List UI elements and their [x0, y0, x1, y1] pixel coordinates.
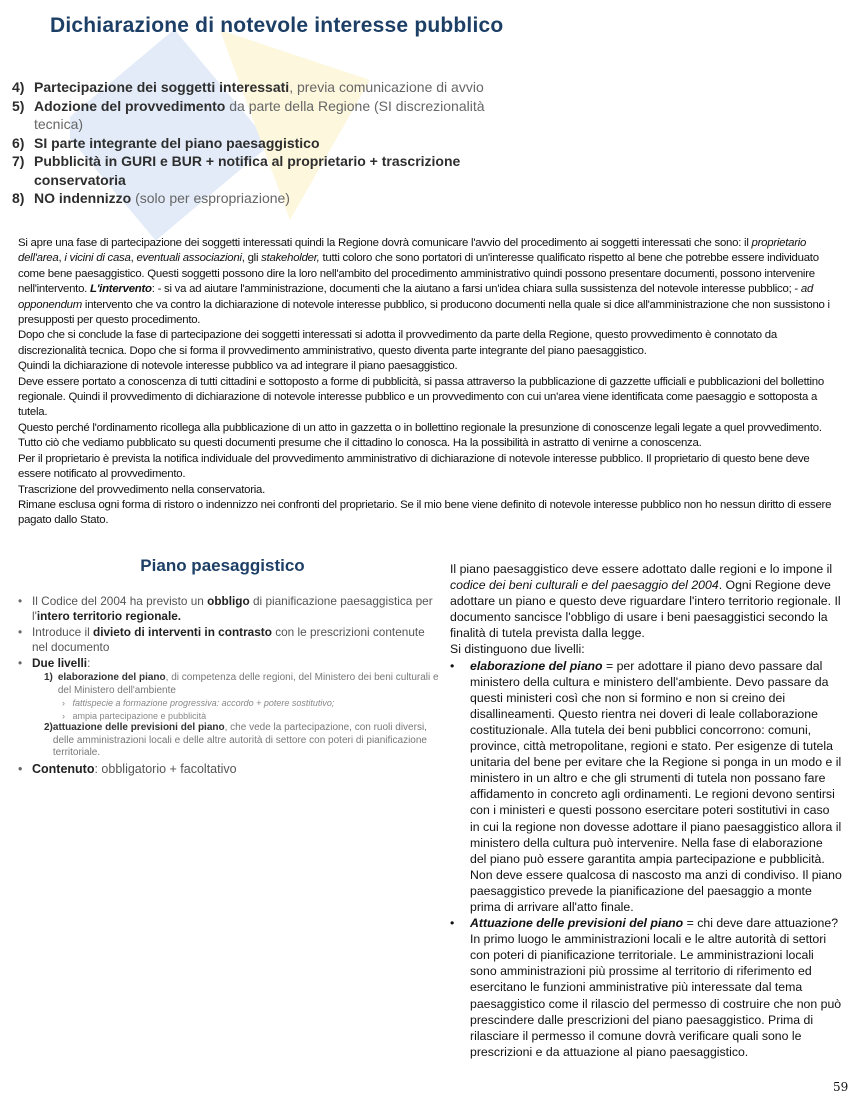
text-segment: Rimane esclusa ogni forma di ristoro o indennizzo nei confronti del proprietario. Se il mio bene viene definito di notevole interesse pubblico non ho nessun diritto di essere pagato dallo Stato. [18, 498, 832, 527]
slide-piano-paesaggistico [0, 552, 450, 787]
item-number: 7) [12, 153, 25, 169]
text: Partecipazione dei soggetti interessati [34, 79, 290, 95]
bullet-item [450, 658, 842, 916]
slide-list [12, 78, 512, 208]
sub-item: › fattispecie a formazione progressiva: accordo + potere sostitutivo; [62, 698, 335, 708]
text: , previa comunicazione di avvio [289, 79, 484, 95]
text-segment: eventuali associazioni [136, 252, 242, 265]
paragraph [18, 328, 840, 359]
text: Il Codice del 2004 ha previsto un [32, 594, 208, 608]
text-segment: , [130, 252, 137, 265]
text: : obbligatorio + facoltativo [94, 761, 237, 776]
text-segment: . Ogni Regione deve adottare un piano e questo deve riguardare l'intero territorio regionale. Il documento sancisce l'obbligo di usare i beni paesaggistici secondo la finalità di tutela prevista dalla legge. [450, 578, 841, 641]
bullet-icon: • [450, 658, 455, 673]
text-segment: stakeholder, [261, 252, 320, 265]
paragraph [18, 359, 840, 374]
item-number: 8) [12, 190, 25, 206]
item-number: 4) [12, 79, 25, 95]
text-segment: elaborazione del piano [470, 658, 603, 673]
text: Pubblicità in GURI e BUR + notifica al proprietario + trascrizione conservatoria [34, 153, 461, 188]
text: obbligo [207, 594, 250, 608]
list-item [12, 134, 512, 153]
text: Due livelli [32, 656, 88, 670]
text: intero territorio regionale. [36, 609, 182, 623]
bullet-text [470, 658, 842, 916]
list-item [12, 78, 512, 97]
text-segment: ad opponendum [18, 283, 814, 311]
text: elaborazione del piano [57, 672, 166, 683]
slide-list [18, 594, 443, 778]
text-segment: = chi deve dare attuazione? In primo luogo le amministrazioni locali e le altre autorità di settori con poteri di pianificazione territoriale. Le amministrazioni locali sono amministrazioni più prossime al territorio di riferimento ed esercitano le funzioni amministrative più interessate dal tema paesaggistico come il rilascio del permesso di costruire che non può prescindere dalle prescrizioni del piano paesaggistico. Prima di rilasciare il permesso il comune dovrà verificare quali sono le prescrizioni e da attuazione al piano paesaggistico. [470, 916, 842, 1059]
paragraph [18, 375, 840, 421]
slide-title: Piano paesaggistico [140, 556, 305, 575]
text-segment: Si apre una fase di partecipazione dei soggetti interessati quindi la Regione dovrà comunicare l'avvio del procedimento ai soggetti interessati che sono: il [18, 237, 752, 249]
slide-bullet: • Introduce il divieto di interventi in contrasto con le prescrizioni contenute nel documento [18, 625, 425, 654]
text-segment: intervento che va contro la dichiarazione di notevole interesse pubblico, si producono documenti nella quale si dice all'amministrazione che non sussistono i presupposti per questo procedimento. [18, 298, 830, 327]
paragraph [18, 452, 840, 483]
text-segment: Dopo che si conclude la fase di partecipazione dei soggetti interessati si adotta il provvedimento da parte della Regione, questo provvedimento è connotato da discrezionalità tecnica. Dopo che si forma il provvedimento amministrativo, questo diventa parte integrante del piano paesaggistico. [18, 329, 777, 357]
text-segment: = per adottare il piano devo passare dal ministero della cultura e ministero dell'ambiente. Devo passare da questi ministeri così che non si formino e non si creino dei disallineamenti. Questo rientra nei doveri di leale collaborazione costituzionale. Alla tutela dei beni pubblici concorrono: comuni, province, città metropolitane, regioni e stato. Per esigenze di tutela unitaria del bene per evitare che la Regione si ponga in un modo e il ministero in un altro e che gli strumenti di tutela non possano fare affidamento in concreto agli ordinamenti. Le regioni devono sentirsi con i ministeri e questi possono esercitare poteri sostitutivi in caso in cui la regione non dovesse adottare il piano paesaggistico allora il ministero della cultura può intervenire. Nella fase di elaborazione del piano può essere garantita ampia partecipazione e pubblicità. Non deve essere qualcosa di nascosto ma anzi di condiviso. Il piano paesaggistico prevede la pianificazione del paesaggio a monte prima di arrivare all'atto finale. [470, 658, 842, 914]
text: Adozione del provvedimento [34, 97, 226, 114]
text-segment: Attuazione delle previsioni del piano [470, 916, 684, 931]
text: fattispecie a formazione progressiva: accordo + potere sostitutivo; [72, 698, 335, 708]
text: di pianificazione paesaggistica per l' [32, 594, 433, 623]
text-segment: proprietario dell'area [18, 237, 807, 265]
list-item [12, 189, 512, 208]
text-segment: , [58, 252, 65, 265]
paragraph [450, 561, 842, 641]
text-segment: L'intervento [90, 283, 152, 296]
paragraph [18, 483, 840, 498]
text: , di competenza delle regioni, del Ministero dei beni culturali e del Ministero dell'ambiente [57, 672, 439, 696]
bullet-item [450, 915, 842, 1060]
list-item [12, 97, 512, 134]
text: con le prescrizioni contenute nel documento [32, 625, 425, 654]
text: Contenuto [32, 761, 95, 776]
text-segment: Questo perché l'ordinamento ricollega alla pubblicazione di un atto in gazzetta o in bollettino regionale la presunzione di conoscenze legali legate a quel provvedimento. Tutto ciò che vediamo pubblicato su questi documenti presume che il cittadino lo conosca. Ha la possibilità in astratto di venirne a conoscenza. [18, 421, 822, 450]
sub-item: › ampia partecipazione e pubblicità [62, 710, 207, 721]
text: , che vede la partecipazione, con ruoli diversi, delle amministrazioni locali e delle altre autorità di settore con poteri di pianificazione territoriale. [52, 722, 427, 758]
level-item [44, 722, 443, 760]
text: NO indennizzo [34, 190, 132, 206]
text-segment: , gli [241, 252, 262, 265]
text-segment: i vicini di casa [64, 252, 131, 265]
text: (solo per espropriazione) [131, 190, 290, 206]
level-item [44, 672, 443, 697]
text: Introduce il [32, 625, 93, 639]
slide-title: Dichiarazione di notevole interesse pubblico [50, 14, 504, 37]
text: : [87, 656, 91, 670]
text-segment: Si distinguono due livelli: [450, 642, 585, 657]
text-segment: Trascrizione del provvedimento nella conservatoria. [18, 483, 266, 496]
page-number: 59 [833, 1080, 849, 1094]
slide-dichiarazione [0, 0, 520, 222]
text-segment: Deve essere portato a conoscenza di tutti cittadini e sottoposto a forme di pubblicità, si passa attraverso la pubblicazione di gazzette ufficiali e pubblicazioni del bollettino regionale. Quindi il provvedimento di dichiarazione di notevole interesse pubblico e un provvedimento con cui un'area viene identificata come paesaggio e sottoposta a tutela. [18, 375, 824, 419]
right-column-text [450, 561, 842, 1060]
slide-bullet: • Il Codice del 2004 ha previsto un obbligo di pianificazione paesaggistica per l'intero territorio regionale. [18, 594, 433, 623]
text-segment: Il piano paesaggistico deve essere adottato dalle regioni e lo impone il [450, 562, 833, 576]
text-segment: tutti coloro che sono portatori di un'interesse qualificato rispetto al bene che potrebbe essere individuato come bene paesaggistico. Questi soggetti possono dire la loro nell'ambito del procedimento amministrativo quindi possono presentare documenti, possono intervenire nell'intervento. [18, 252, 819, 296]
text: da parte della Regione (SI discrezionalità tecnica) [34, 97, 485, 132]
text: attuazione delle previsioni del piano [52, 722, 225, 733]
slide-bullet: • Due livelli: [18, 656, 91, 670]
text-segment: : - si va ad aiutare l'amministrazione, documenti che la aiutano a farsi un'idea chiara sulla sussistenza del notevole interesse pubblico; - [151, 283, 801, 296]
text-segment: Quindi la dichiarazione di notevole interesse pubblico va ad integrare il piano paesaggistico. [18, 360, 458, 373]
item-number: 6) [12, 134, 25, 151]
list-item [12, 152, 512, 189]
text: divieto di interventi in contrasto [92, 625, 272, 639]
paragraph [18, 498, 840, 529]
text-segment: Per il proprietario è prevista la notifica individuale del provvedimento amministrativo di dichiarazione di notevole interesse pubblico. Il proprietario di questo bene deve essere notificato al provvedimento. [18, 452, 810, 481]
bullet-text [470, 915, 842, 1060]
paragraph [18, 236, 840, 328]
body-text [18, 236, 840, 529]
paragraph [18, 421, 840, 452]
level-number: 1) [44, 672, 53, 683]
bullet-icon: • [450, 916, 455, 931]
text: SI parte integrante del piano paesaggistico [34, 134, 320, 151]
slide-bullet: • Contenuto: obbligatorio + facoltativo [18, 761, 237, 776]
item-number: 5) [12, 97, 25, 114]
level-number: 2) [44, 722, 53, 733]
paragraph [450, 641, 842, 657]
text: ampia partecipazione e pubblicità [72, 710, 207, 721]
text-segment: codice dei beni culturali e del paesaggio del 2004 [450, 578, 719, 593]
